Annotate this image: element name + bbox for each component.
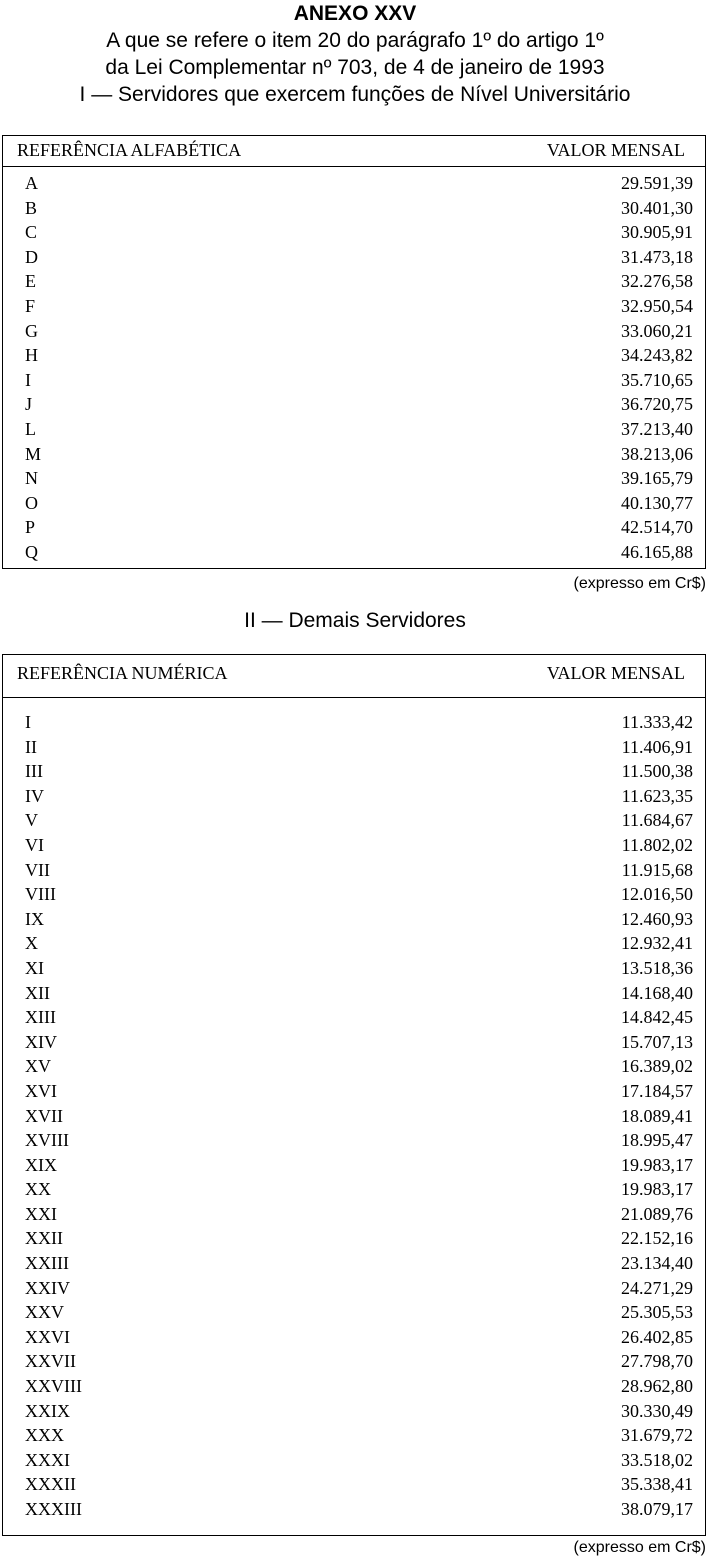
- reference-cell: XIII: [25, 1007, 56, 1028]
- value-cell: 31.679,72: [621, 1425, 693, 1446]
- value-cell: 33.518,02: [621, 1449, 693, 1470]
- reference-cell: XXX: [25, 1425, 64, 1446]
- table-row: [3, 1399, 705, 1424]
- table-row: [3, 931, 705, 956]
- reference-cell: XIV: [25, 1031, 57, 1052]
- reference-cell: XX: [25, 1179, 51, 1200]
- table-row: [3, 245, 705, 270]
- value-cell: 22.152,16: [621, 1228, 693, 1249]
- value-cell: 34.243,82: [621, 345, 693, 366]
- value-cell: 35.338,41: [621, 1474, 693, 1495]
- value-cell: 23.134,40: [621, 1253, 693, 1274]
- table-row: [3, 269, 705, 294]
- value-cell: 38.079,17: [621, 1499, 693, 1519]
- table-row: [3, 1202, 705, 1227]
- reference-cell: A: [25, 173, 38, 193]
- table-row: [3, 808, 705, 833]
- reference-cell: I: [25, 369, 31, 390]
- reference-cell: J: [25, 394, 33, 415]
- value-cell: 30.401,30: [621, 197, 693, 218]
- annex-subtitle-line1: A que se refere o item 20 do parágrafo 1º do artigo 1º: [106, 29, 604, 52]
- reference-cell: F: [25, 295, 36, 316]
- reference-cell: XXII: [25, 1228, 63, 1249]
- table-row: [3, 1325, 705, 1350]
- reference-cell: IV: [25, 785, 44, 806]
- reference-cell: G: [25, 320, 38, 341]
- value-cell: 11.406,91: [621, 736, 693, 757]
- table-row: [3, 735, 705, 760]
- reference-cell: XXVIII: [25, 1376, 82, 1397]
- value-cell: 12.932,41: [621, 933, 693, 954]
- table-row: [3, 491, 705, 516]
- value-cell: 32.276,58: [621, 271, 693, 292]
- reference-cell: L: [25, 418, 36, 439]
- value-cell: 31.473,18: [621, 246, 693, 267]
- table-row: [3, 417, 705, 442]
- table-body: [3, 698, 705, 1522]
- table-row: [3, 1472, 705, 1497]
- table-row: [3, 220, 705, 245]
- table-row: [3, 1030, 705, 1055]
- reference-cell: XIX: [25, 1154, 57, 1175]
- table-row: [3, 759, 705, 784]
- value-cell: 12.016,50: [621, 884, 693, 905]
- value-cell: 21.089,76: [621, 1203, 693, 1224]
- table-row: [3, 540, 705, 565]
- table-row: [3, 882, 705, 907]
- value-cell: 30.330,49: [621, 1400, 693, 1421]
- table-row: [3, 466, 705, 491]
- value-cell: 27.798,70: [621, 1351, 693, 1372]
- value-cell: 32.950,54: [621, 295, 693, 316]
- table-row: [3, 981, 705, 1006]
- column-header-value: VALOR MENSAL: [546, 663, 685, 683]
- reference-cell: XXI: [25, 1203, 57, 1224]
- table-row: [3, 1448, 705, 1473]
- table-header: [3, 655, 705, 698]
- reference-cell: XXXII: [25, 1474, 76, 1495]
- reference-cell: XXVII: [25, 1351, 76, 1372]
- value-cell: 19.983,17: [621, 1179, 693, 1200]
- reference-cell: M: [25, 443, 42, 464]
- reference-cell: XVIII: [25, 1130, 69, 1151]
- reference-cell: N: [25, 468, 38, 489]
- value-cell: 16.389,02: [621, 1056, 693, 1077]
- table-row: [3, 1276, 705, 1301]
- value-cell: 29.591,39: [621, 173, 693, 193]
- table-row: [3, 1005, 705, 1030]
- table-row: [3, 907, 705, 932]
- table-row: [3, 368, 705, 393]
- value-cell: 38.213,06: [621, 443, 693, 464]
- value-cell: 13.518,36: [621, 957, 693, 978]
- table-row: [3, 1226, 705, 1251]
- value-cell: 24.271,29: [621, 1277, 693, 1298]
- reference-cell: III: [25, 761, 43, 782]
- value-cell: 30.905,91: [621, 222, 693, 243]
- value-cell: 17.184,57: [621, 1080, 693, 1101]
- table-row: [3, 1104, 705, 1129]
- table-row: [3, 1079, 705, 1104]
- reference-cell: B: [25, 197, 38, 218]
- reference-cell: VI: [25, 834, 44, 855]
- table-row: [3, 294, 705, 319]
- table-row: [3, 515, 705, 540]
- value-cell: 18.089,41: [621, 1105, 693, 1126]
- reference-cell: XI: [25, 957, 44, 978]
- value-cell: 33.060,21: [621, 320, 693, 341]
- reference-cell: XXXIII: [25, 1499, 82, 1519]
- reference-cell: D: [25, 246, 38, 267]
- table-row: [3, 784, 705, 809]
- value-cell: 36.720,75: [621, 394, 693, 415]
- value-cell: 11.333,42: [621, 712, 693, 732]
- table-header: [3, 136, 705, 167]
- table-row: [3, 1300, 705, 1325]
- value-cell: 11.623,35: [621, 785, 693, 806]
- table-row: [3, 858, 705, 883]
- reference-cell: XXV: [25, 1302, 64, 1323]
- table-row: [3, 171, 705, 196]
- value-cell: 19.983,17: [621, 1154, 693, 1175]
- reference-cell: V: [25, 810, 38, 831]
- table-row: [3, 1128, 705, 1153]
- table-alphabetic-reference: [2, 135, 706, 569]
- value-cell: 12.460,93: [621, 908, 693, 929]
- reference-cell: XXXI: [25, 1449, 70, 1470]
- reference-cell: C: [25, 222, 38, 243]
- value-cell: 35.710,65: [621, 369, 693, 390]
- reference-cell: VII: [25, 859, 50, 880]
- table-row: [3, 833, 705, 858]
- table-numeric-reference: [2, 654, 706, 1536]
- reference-cell: O: [25, 492, 38, 513]
- reference-cell: Q: [25, 541, 38, 562]
- table-row: [3, 196, 705, 221]
- value-cell: 11.915,68: [621, 859, 693, 880]
- reference-cell: XVI: [25, 1080, 57, 1101]
- value-cell: 39.165,79: [621, 468, 693, 489]
- table-row: [3, 710, 705, 735]
- table-row: [3, 1349, 705, 1374]
- table-row: [3, 1374, 705, 1399]
- value-cell: 11.802,02: [621, 834, 693, 855]
- reference-cell: XXIII: [25, 1253, 69, 1274]
- value-cell: 14.842,45: [621, 1007, 693, 1028]
- table-row: [3, 1497, 705, 1522]
- table-row: [3, 442, 705, 467]
- reference-cell: X: [25, 933, 38, 954]
- table-row: [3, 1153, 705, 1178]
- table-row: [3, 1251, 705, 1276]
- reference-cell: XXIX: [25, 1400, 70, 1421]
- reference-cell: P: [25, 517, 36, 538]
- reference-cell: XXIV: [25, 1277, 70, 1298]
- currency-note: (expresso em Cr$): [573, 1539, 706, 1556]
- value-cell: 37.213,40: [621, 418, 693, 439]
- table-row: [3, 1177, 705, 1202]
- section2-title: II — Demais Servidores: [244, 609, 466, 632]
- value-cell: 40.130,77: [621, 492, 693, 513]
- section2-heading: [0, 607, 710, 634]
- table-body: [3, 167, 705, 565]
- reference-cell: II: [25, 736, 37, 757]
- reference-cell: VIII: [25, 884, 56, 905]
- table-row: [3, 956, 705, 981]
- annex-subtitle-line2: da Lei Complementar nº 703, de 4 de janeiro de 1993: [105, 56, 605, 79]
- value-cell: 14.168,40: [621, 982, 693, 1003]
- value-cell: 18.995,47: [621, 1130, 693, 1151]
- currency-note: (expresso em Cr$): [573, 575, 706, 592]
- section1-title: I — Servidores que exercem funções de Nível Universitário: [79, 83, 631, 106]
- table-row: [3, 343, 705, 368]
- table-row: [3, 1054, 705, 1079]
- table-row: [3, 1423, 705, 1448]
- reference-cell: IX: [25, 908, 44, 929]
- value-cell: 46.165,88: [621, 541, 693, 562]
- column-header-value: VALOR MENSAL: [546, 140, 685, 160]
- value-cell: 28.962,80: [621, 1376, 693, 1397]
- reference-cell: XII: [25, 982, 50, 1003]
- value-cell: 25.305,53: [621, 1302, 693, 1323]
- reference-cell: H: [25, 345, 38, 366]
- reference-cell: E: [25, 271, 36, 292]
- document-header: [0, 0, 710, 108]
- value-cell: 11.684,67: [621, 810, 693, 831]
- value-cell: 15.707,13: [621, 1031, 693, 1052]
- column-header-reference: REFERÊNCIA ALFABÉTICA: [17, 140, 242, 160]
- table-row: [3, 392, 705, 417]
- reference-cell: XXVI: [25, 1326, 70, 1347]
- annex-title: ANEXO XXV: [293, 2, 417, 25]
- reference-cell: XV: [25, 1056, 51, 1077]
- reference-cell: I: [25, 712, 31, 732]
- column-header-reference: REFERÊNCIA NUMÉRICA: [17, 663, 228, 683]
- value-cell: 26.402,85: [621, 1326, 693, 1347]
- value-cell: 11.500,38: [621, 761, 693, 782]
- reference-cell: XVII: [25, 1105, 63, 1126]
- value-cell: 42.514,70: [621, 517, 693, 538]
- table-row: [3, 319, 705, 344]
